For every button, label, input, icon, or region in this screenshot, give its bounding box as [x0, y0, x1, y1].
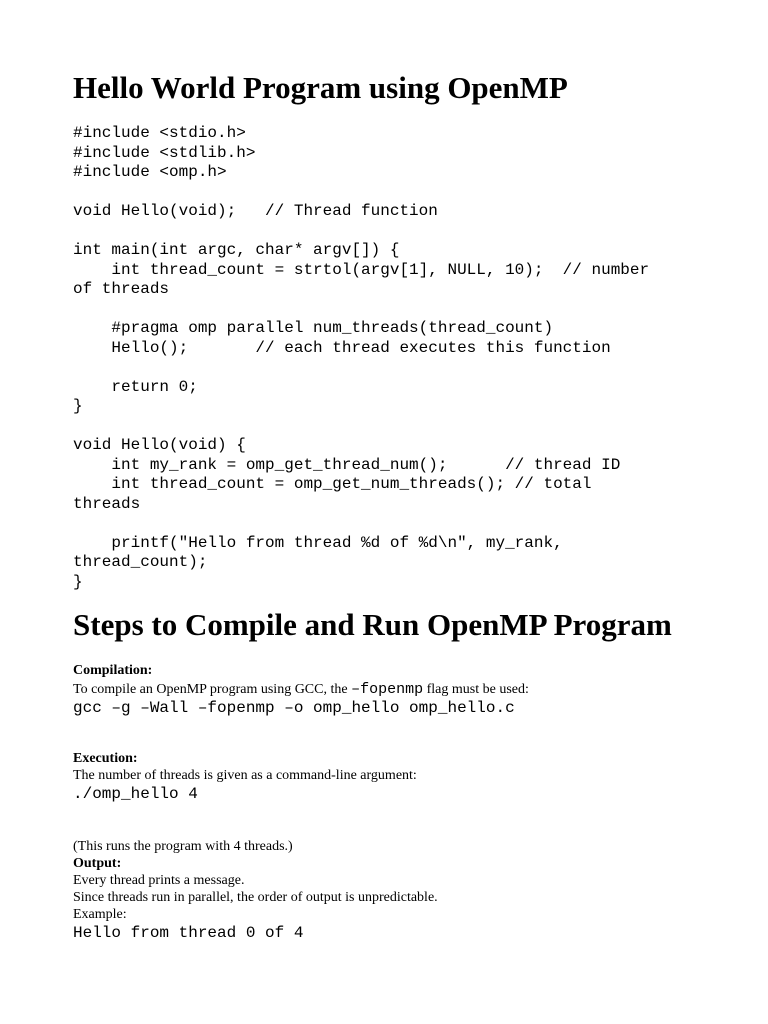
code-line: #pragma omp parallel num_threads(thread_count): [73, 319, 554, 337]
compilation-label: Compilation:: [73, 663, 153, 678]
compilation-text: [73, 681, 529, 698]
steps-heading: Steps to Compile and Run OpenMP Program: [73, 607, 672, 642]
output-line-2: Since threads run in parallel, the order of output is unpredictable.: [73, 890, 438, 905]
execution-label: Execution:: [73, 751, 138, 766]
code-line: int main(int argc, char* argv[]) {: [73, 241, 400, 259]
compile-command: gcc –g –Wall –fopenmp –o omp_hello omp_hello.c: [73, 699, 515, 717]
run-command: ./omp_hello 4: [73, 785, 198, 803]
code-line: printf("Hello from thread %d of %d\n", my_rank,: [73, 533, 563, 552]
code-line: thread_count);: [73, 553, 208, 571]
execution-text: The number of threads is given as a command-line argument:: [73, 768, 417, 783]
code-line: Hello(); // each thread executes this function: [73, 338, 611, 357]
execution-note: (This runs the program with 4 threads.): [73, 839, 293, 854]
code-line: [73, 183, 649, 203]
code-line: #include <stdio.h>: [73, 124, 246, 142]
compilation-text-after: flag must be used:: [423, 682, 529, 697]
code-line: of threads: [73, 280, 170, 298]
code-line: int thread_count = omp_get_num_threads(); // total: [73, 475, 592, 493]
output-label: Output:: [73, 856, 122, 871]
code-line: #include <stdlib.h>: [73, 143, 256, 162]
code-line: [73, 300, 649, 320]
fopenmp-flag: –fopenmp: [351, 681, 424, 698]
code-line: int thread_count = strtol(argv[1], NULL, 10); // number: [73, 260, 650, 279]
example-output: Hello from thread 0 of 4: [73, 924, 304, 942]
output-line-1: Every thread prints a message.: [73, 873, 245, 888]
code-line: }: [73, 572, 83, 591]
compilation-text-before: To compile an OpenMP program using GCC, the: [73, 682, 352, 697]
code-listing: [73, 124, 649, 592]
code-line: [73, 514, 649, 534]
page-title: Hello World Program using OpenMP: [73, 70, 568, 105]
code-line: #include <omp.h>: [73, 163, 227, 181]
code-line: void Hello(void); // Thread function: [73, 202, 438, 220]
code-line: }: [73, 397, 83, 415]
code-line: [73, 417, 649, 437]
code-line: void Hello(void) {: [73, 436, 246, 454]
code-line: int my_rank = omp_get_thread_num(); // thread ID: [73, 455, 621, 474]
code-line: threads: [73, 494, 141, 513]
code-line: [73, 358, 649, 378]
example-label: Example:: [73, 907, 127, 922]
code-line: return 0;: [73, 377, 198, 396]
code-line: [73, 222, 649, 242]
